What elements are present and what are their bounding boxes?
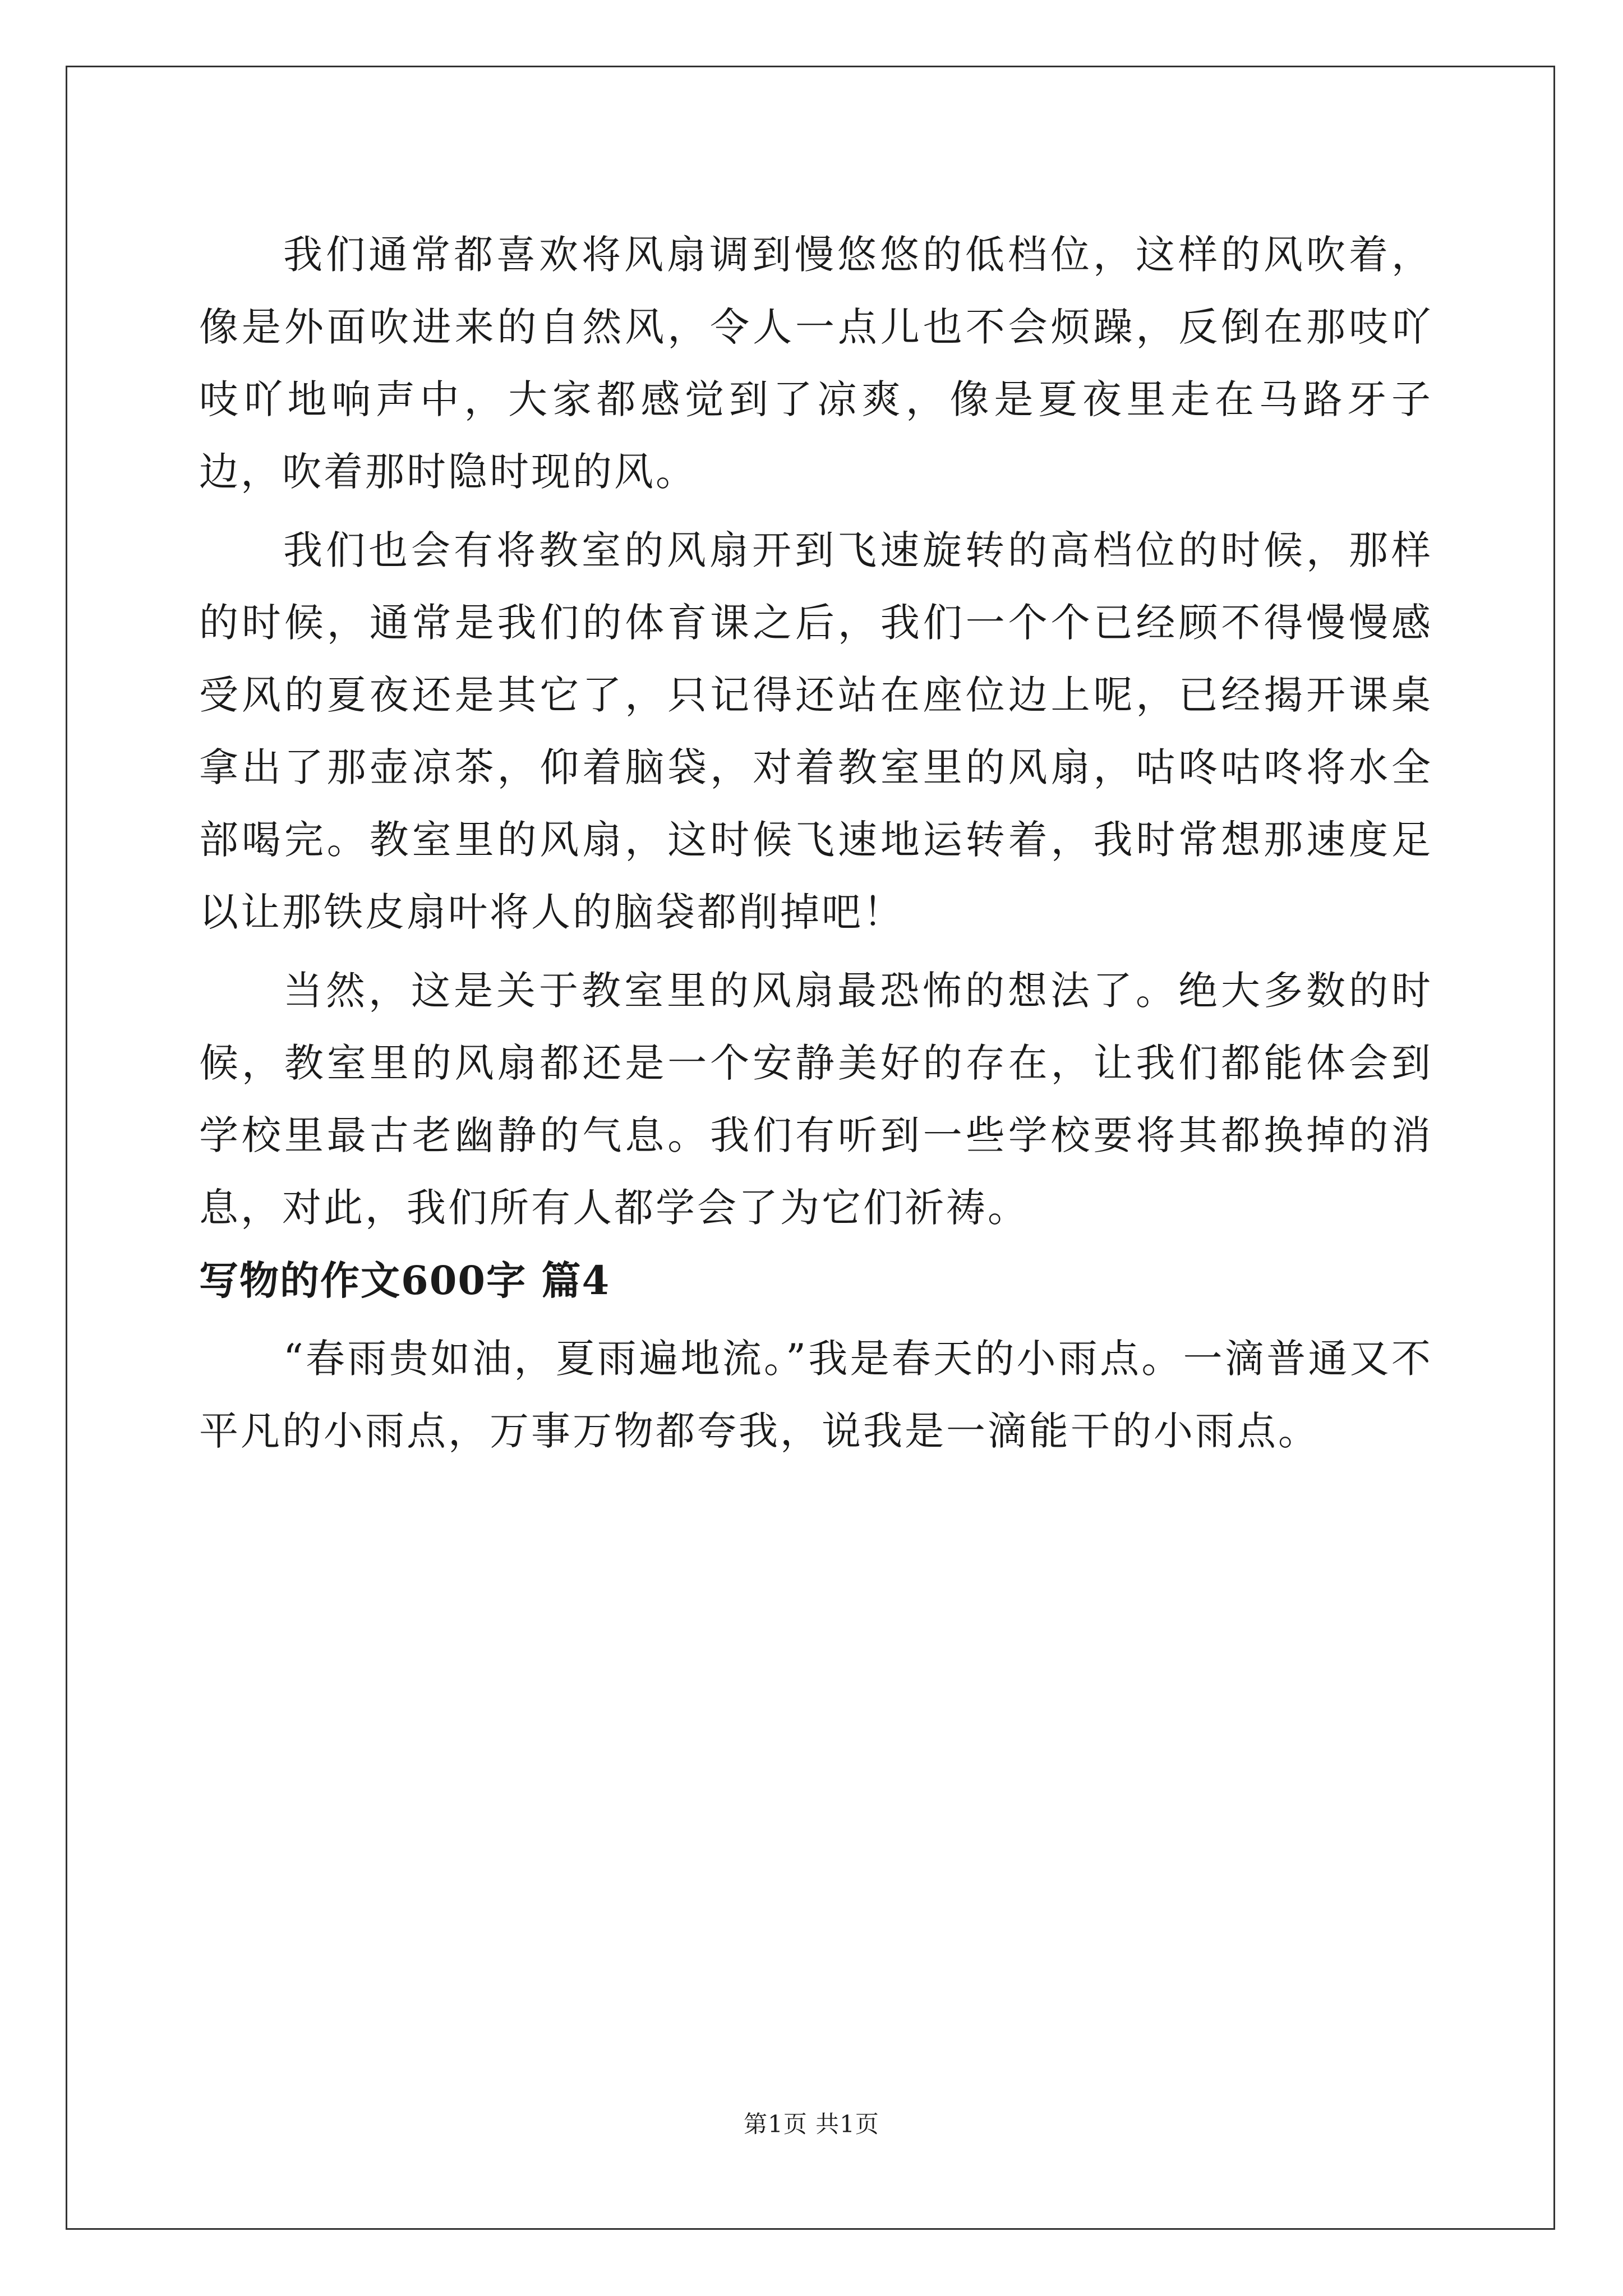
paragraph-3: 当然，这是关于教室里的风扇最恐怖的想法了。绝大多数的时候，教室里的风扇都还是一个安静美好的存在，让我们都能体会到学校里最古老幽静的气息。我们有听到一些学校要将其都换掉的消息，对此，我们所有人都学会了为它们祈祷。: [199, 968, 1433, 1231]
paragraph-2: 我们也会有将教室的风扇开到飞速旋转的高档位的时候，那样的时候，通常是我们的体育课之后，我们一个个已经顾不得慢慢感受风的夏夜还是其它了，只记得还站在座位边上呢，已经揭开课桌拿出了那壶凉茶，仰着脑袋，对着教室里的风扇，咕咚咕咚将水全部喝完。教室里的风扇，这时候飞速地运转着，我时常想那速度足以让那铁皮扇叶将人的脑袋都削掉吧！: [199, 527, 1433, 935]
page-footer: 第1页 共1页: [744, 2110, 879, 2138]
document-body: [199, 219, 1433, 1467]
section-heading: 写物的作文600字 篇4: [199, 1257, 611, 1304]
section-paragraph-1: “春雨贵如油，夏雨遍地流。”我是春天的小雨点。一滴普通又不平凡的小雨点，万事万物都夸我，说我是一滴能干的小雨点。: [199, 1336, 1433, 1454]
paragraph-1: 我们通常都喜欢将风扇调到慢悠悠的低档位，这样的风吹着，像是外面吹进来的自然风，令人一点儿也不会烦躁，反倒在那吱吖吱吖地响声中，大家都感觉到了凉爽，像是夏夜里走在马路牙子边，吹着那时隐时现的风。: [199, 232, 1433, 495]
